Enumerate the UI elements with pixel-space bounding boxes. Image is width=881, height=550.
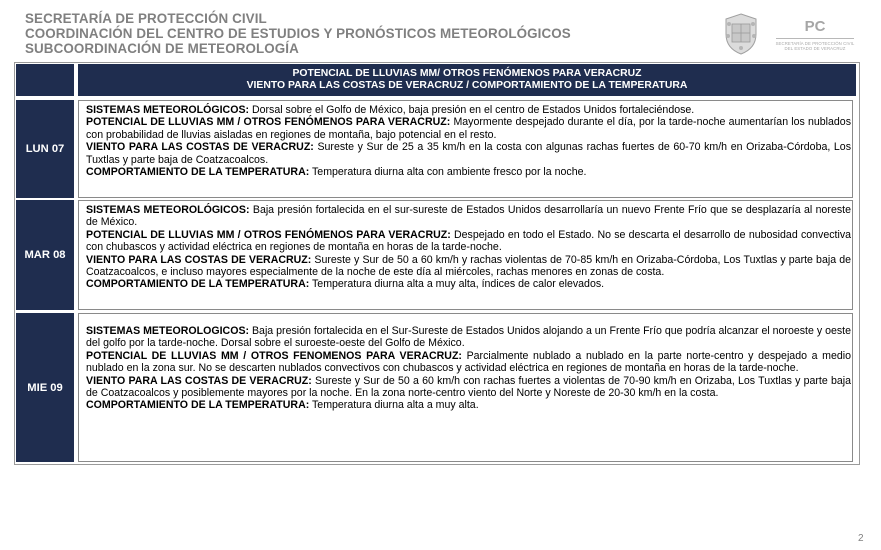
forecast-item: POTENCIAL DE LLUVIAS MM / OTROS FENOMENOS PARA VERACRUZ: Parcialmente nublado a nublado en la parte norte-centro y despejado a medio nublado en la zona sur. No se descarten nublados convectivos con chubascos y actividad eléctrica en regiones de montaña en horas de la tarde-noche. (86, 349, 852, 375)
table-header-line-1: POTENCIAL DE LLUVIAS MM/ OTROS FENÓMENOS PARA VERACRUZ (292, 68, 642, 79)
day-label-mie: MIE 09 (16, 313, 74, 462)
state-seal-icon (722, 12, 760, 56)
forecast-row-lun (78, 100, 853, 198)
table-header-title (78, 64, 856, 96)
forecast-item: VIENTO PARA LAS COSTAS DE VERACRUZ: Sureste y Sur de 50 a 60 km/h y rachas violentas de 70-85 km/h en Orizaba-Córdoba, Los Tuxtlas y parte baja de Coatzacoalcos, e incluso mayores especialmente de la noche de este día al miércoles, rachas menores en zonas de costa. (86, 253, 851, 279)
table-header-line-2: VIENTO PARA LAS COSTAS DE VERACRUZ / COMPORTAMIENTO DE LA TEMPERATURA (246, 80, 688, 91)
table-header-corner (16, 64, 74, 96)
forecast-item: POTENCIAL DE LLUVIAS MM / OTROS FENÓMENOS PARA VERACRUZ: Despejado en todo el Estado. No se descarta el desarrollo de nubosidad convectiva con chubascos y actividad eléctrica en regiones de montaña en horas de la tarde-noche. (86, 228, 852, 254)
pc-logo-subtitle-2: DEL ESTADO DE VERACRUZ (784, 46, 846, 51)
forecast-item: COMPORTAMIENTO DE LA TEMPERATURA: Temperatura diurna alta con ambiente fresco por la noche. (86, 166, 587, 179)
forecast-item: POTENCIAL DE LLUVIAS MM / OTROS FENÓMENOS PARA VERACRUZ: Mayormente despejado durante el día, por la tarde-noche aumentarían los nublados con probabilidad de lluvias aisladas en regiones de montaña, bajo potencial en el resto. (86, 116, 851, 141)
day-label-lun: LUN 07 (16, 100, 74, 198)
forecast-item: COMPORTAMIENTO DE LA TEMPERATURA: Temperatura diurna alta a muy alta, índices de calor elevados. (86, 278, 605, 291)
forecast-item: SISTEMAS METEOROLÓGICOS: Baja presión fortalecida en el sur-sureste de Estados Unidos desarrollaría un nuevo Frente Frío que se desplazaría al noreste de México. (86, 204, 851, 229)
forecast-item: SISTEMAS METEOROLOGICOS: Baja presión fortalecida en el Sur-Sureste de Estados Unidos alojando a un Frente Frío que podría alcanzar el noroeste y oeste del golfo por la tarde-noche. Dorsal sobre el suroeste-oeste del Golfo de México. (86, 325, 851, 350)
day-label-mar: MAR 08 (16, 200, 74, 310)
forecast-item: VIENTO PARA LAS COSTAS DE VERACRUZ: Sureste y Sur de 25 a 35 km/h en la costa con algunas rachas fuertes de 60-70 km/h en Orizaba-Córdoba, Los Tuxtlas y parte baja de Coatzacoalcos. (86, 141, 852, 166)
header-line-3: SUBCOORDINACIÓN DE METEOROLOGÍA (25, 41, 299, 56)
pc-logo-divider (776, 38, 854, 39)
forecast-item: SISTEMAS METEOROLÓGICOS: Dorsal sobre el Golfo de México, baja presión en el centro de Estados Unidos fortaleciéndose. (86, 104, 695, 116)
header-line-1: SECRETARÍA DE PROTECCIÓN CIVIL (25, 11, 267, 26)
forecast-item: VIENTO PARA LAS COSTAS DE VERACRUZ: Sureste y Sur de 50 a 60 km/h con rachas fuertes a violentas de 70-90 km/h en Orizaba, Los Tuxtlas y parte baja de Coatzacoalcos y posiblemente mayores por la noche. En la zona norte-centro viento del Norte y Noreste de 20-30 km/h en la costa. (86, 374, 851, 400)
pc-logo-text: PC (804, 18, 826, 35)
page-header (25, 11, 571, 56)
forecast-row-mar (78, 200, 853, 310)
page-number: 2 (858, 533, 864, 544)
pc-logo (770, 18, 860, 51)
header-line-2: COORDINACIÓN DEL CENTRO DE ESTUDIOS Y PRONÓSTICOS METEOROLÓGICOS (25, 26, 571, 41)
forecast-item: COMPORTAMIENTO DE LA TEMPERATURA: Temperatura diurna alta a muy alta. (86, 399, 479, 412)
pc-logo-subtitle-1: SECRETARÍA DE PROTECCIÓN CIVIL (775, 41, 855, 46)
forecast-row-mie (78, 313, 853, 462)
